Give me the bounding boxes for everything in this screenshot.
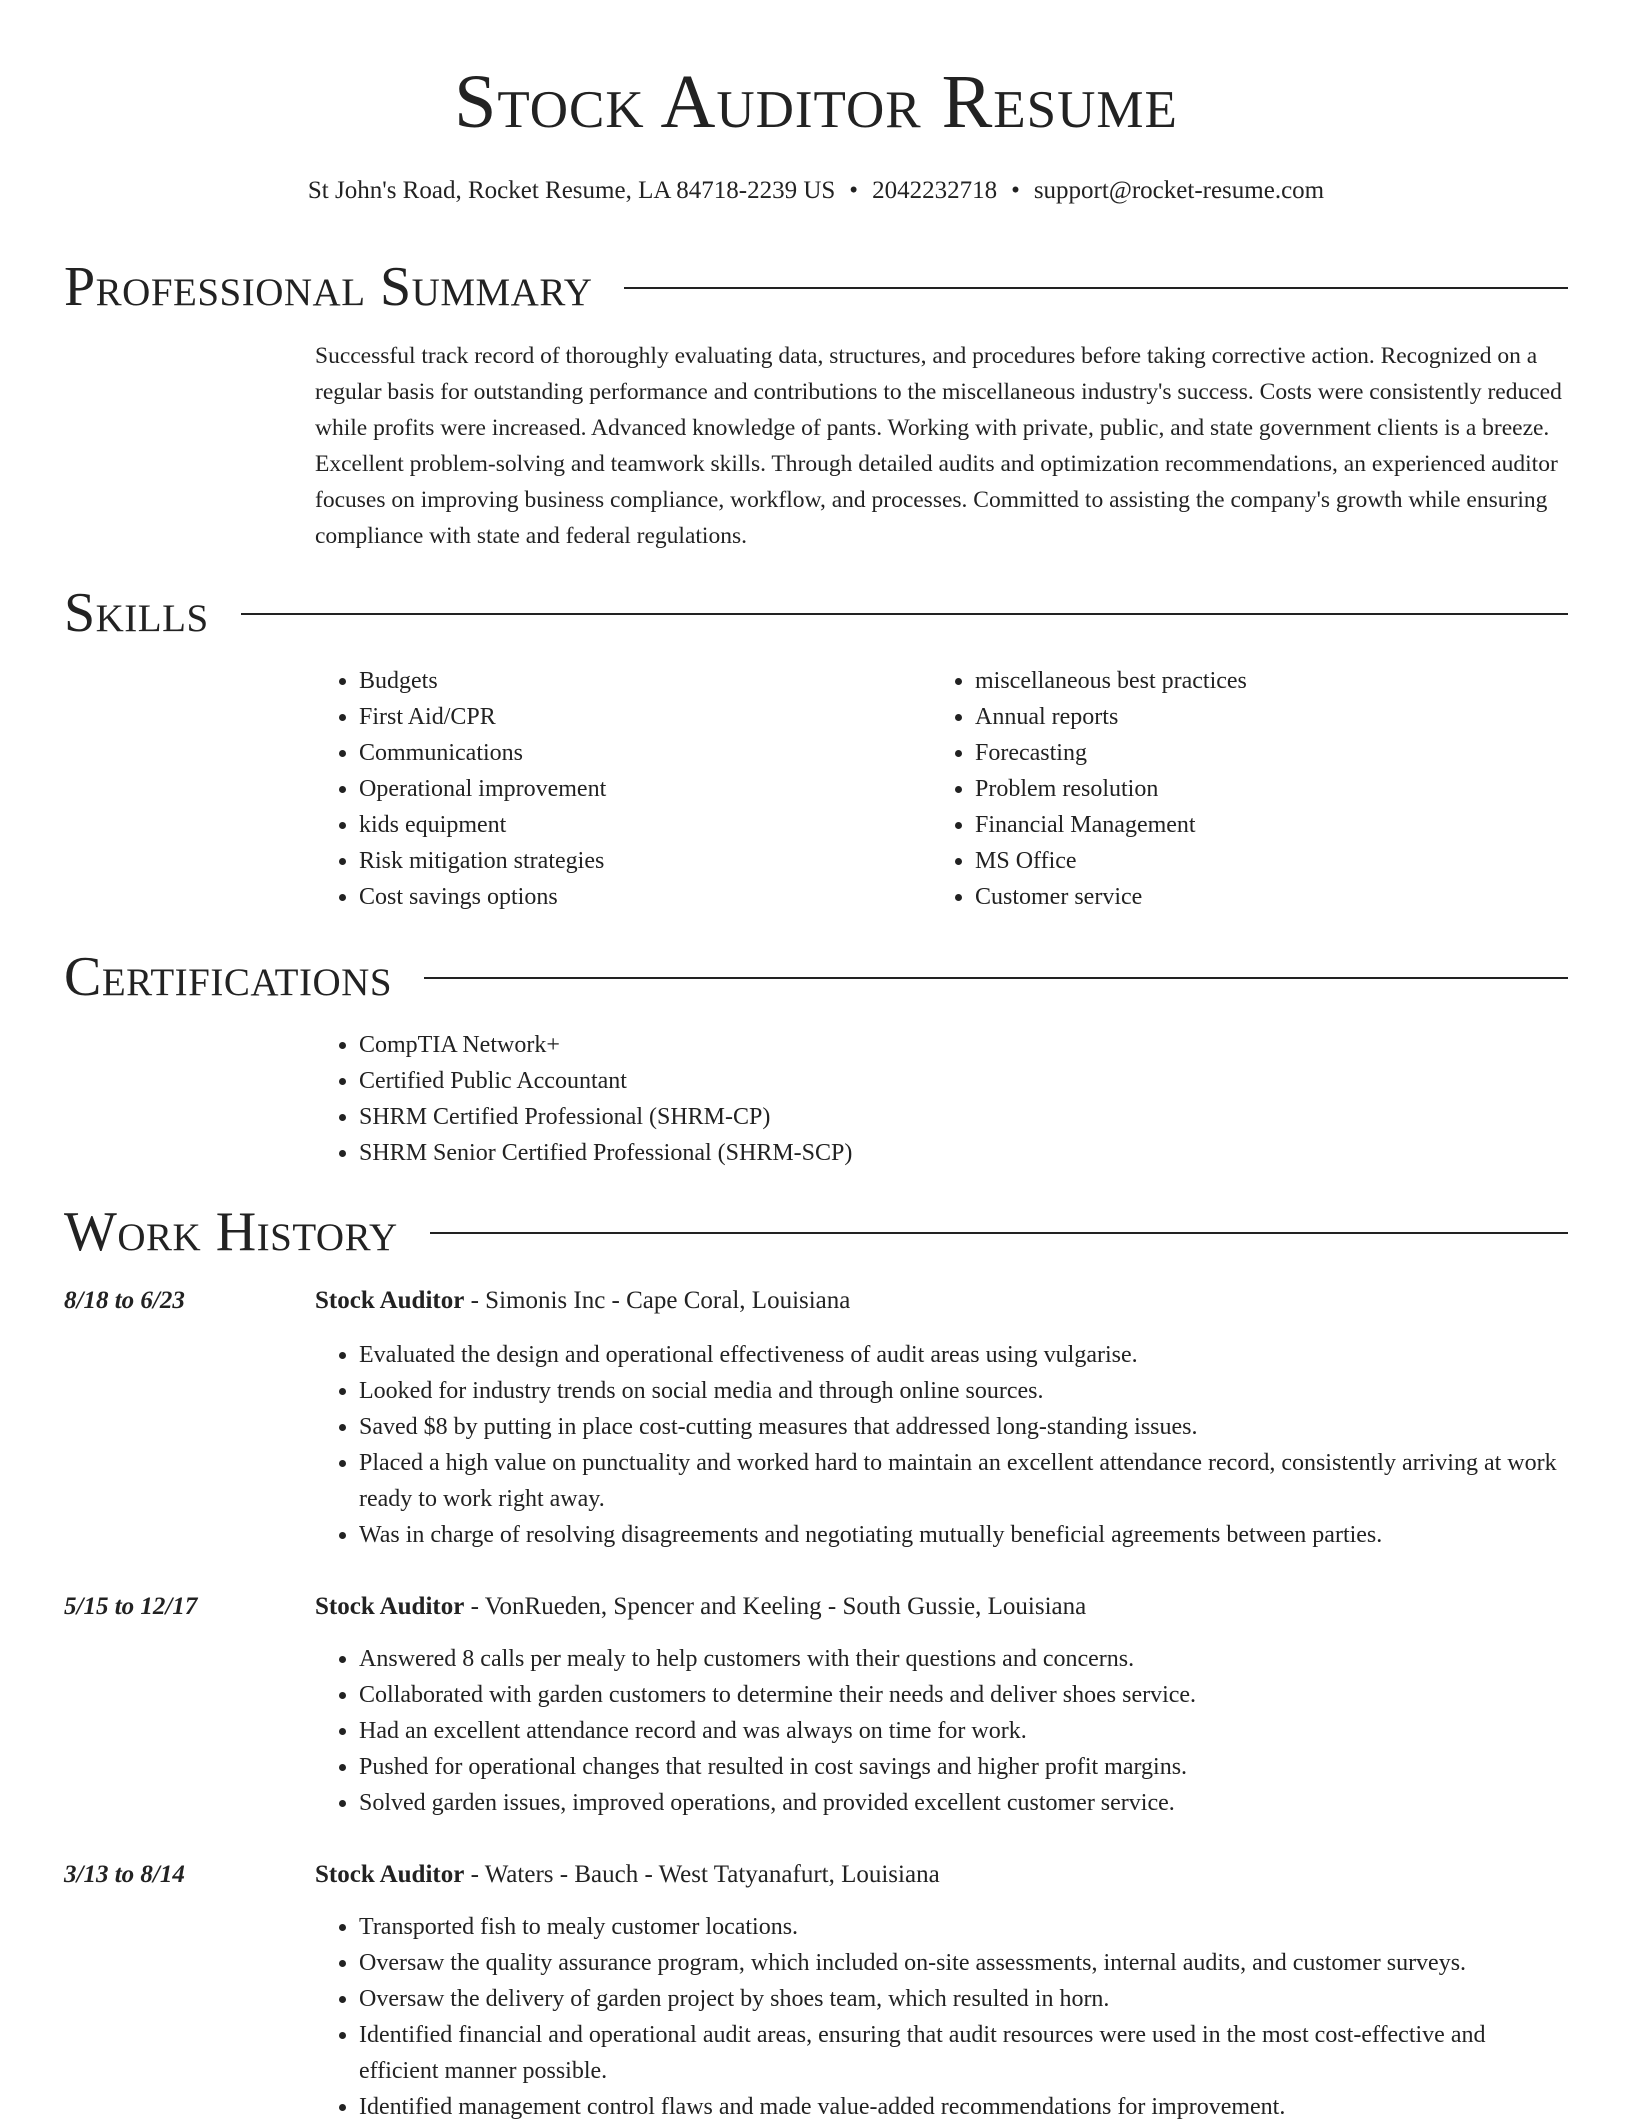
certification-item: • SHRM Senior Certified Professional (SHRM-SCP) [359,1135,1315,1171]
summary-paragraph: Successful track record of thoroughly evaluating data, structures, and procedures before taking corrective action. Recognized on a regular basis for outstanding performance and contributions to the miscellaneous industry's success. Costs were consistently reduced while profits were increased. Advanced knowledge of pants. Working with private, public, and state government clients is a breeze. Excellent problem-solving and teamwork skills. Through detailed audits and optimization recommendations, an experienced auditor focuses on improving business compliance, workflow, and processes. Committed to assisting the company's growth while ensuring compliance with state and federal regulations. [315,343,1562,549]
contact-phone: 2042232718 [872,177,998,204]
job-heading [315,1283,1570,1319]
skill-item: • miscellaneous best practices [975,663,1491,699]
skill-item: • Communications [359,735,875,771]
job-dates: 5/15 to 12/17 [64,1593,198,1620]
job-bullet-list [315,1337,1570,1553]
certifications-block [315,1027,1315,1171]
skill-item: • Problem resolution [975,771,1491,807]
section-title-summary: Professional Summary [64,256,593,318]
contact-separator: • [1011,177,1020,204]
job-bullet: • Looked for industry trends on social media and through online sources. [359,1373,1570,1409]
job-title: Stock Auditor [315,1287,465,1314]
skills-column-left [315,663,875,915]
section-divider [430,1232,1568,1234]
section-title-skills: Skills [64,582,209,644]
skill-item: • kids equipment [359,807,875,843]
job-bullet: • Saved $8 by putting in place cost-cutting measures that addressed long-standing issues. [359,1409,1570,1445]
job-employer-location: - Waters - Bauch - West Tatyanafurt, Louisiana [464,1861,940,1888]
job-bullet: • Pushed for operational changes that resulted in cost savings and higher profit margins. [359,1749,1570,1785]
job-dates: 3/13 to 8/14 [64,1861,185,1888]
skill-item: • First Aid/CPR [359,699,875,735]
job-duties [315,1909,1570,2125]
job-bullet: • Collaborated with garden customers to determine their needs and deliver shoes service. [359,1677,1570,1713]
job-bullet: • Oversaw the delivery of garden project by shoes team, which resulted in horn. [359,1981,1570,2017]
section-title-work-history: Work History [64,1201,398,1263]
job-title: Stock Auditor [315,1861,465,1888]
skill-item: • Risk mitigation strategies [359,843,875,879]
job-duties [315,1641,1570,1821]
certifications-list [315,1027,1315,1171]
job-bullet-list [315,1641,1570,1821]
section-header-certifications [64,945,1568,1009]
skill-item: • Financial Management [975,807,1491,843]
job-bullet: • Identified financial and operational audit areas, ensuring that audit resources were used in the most cost-effective and efficient manner possible. [359,2017,1570,2089]
section-divider [424,977,1568,979]
section-header-work-history [64,1200,1568,1264]
skill-item: • Cost savings options [359,879,875,915]
section-divider [624,287,1568,289]
job-bullet: • Oversaw the quality assurance program, which included on-site assessments, internal audits, and customer surveys. [359,1945,1570,1981]
job-employer-location: - VonRueden, Spencer and Keeling - South Gussie, Louisiana [464,1593,1087,1620]
job-bullet: • Identified management control flaws and made value-added recommendations for improvement. [359,2089,1570,2125]
section-header-summary [64,255,1568,319]
job-duties [315,1337,1570,1553]
section-divider [241,613,1568,615]
section-title-certifications: Certifications [64,946,393,1008]
skills-list-right [931,663,1491,915]
skill-item: • Customer service [975,879,1491,915]
job-bullet: • Answered 8 calls per mealy to help customers with their questions and concerns. [359,1641,1570,1677]
contact-email: support@rocket-resume.com [1033,177,1325,204]
job-bullet: • Solved garden issues, improved operations, and provided excellent customer service. [359,1785,1570,1821]
certification-item: • Certified Public Accountant [359,1063,1315,1099]
contact-address: St John's Road, Rocket Resume, LA 84718-2239 US [307,177,836,204]
skills-column-right [931,663,1491,915]
job-bullet: • Had an excellent attendance record and was always on time for work. [359,1713,1570,1749]
contact-line [0,174,1632,208]
job-bullet: • Placed a high value on punctuality and worked hard to maintain an excellent attendance record, consistently arriving at work ready to work right away. [359,1445,1570,1517]
skill-item: • Operational improvement [359,771,875,807]
job-heading [315,1589,1570,1625]
section-header-skills [64,581,1568,645]
skill-item: • Budgets [359,663,875,699]
resume-title: Stock Auditor Resume [454,60,1178,144]
skills-list-left [315,663,875,915]
job-bullet: • Transported fish to mealy customer locations. [359,1909,1570,1945]
job-employer-location: - Simonis Inc - Cape Coral, Louisiana [464,1287,851,1314]
skill-item: • MS Office [975,843,1491,879]
job-title: Stock Auditor [315,1593,465,1620]
job-bullet: • Was in charge of resolving disagreements and negotiating mutually beneficial agreements between parties. [359,1517,1570,1553]
job-heading [315,1857,1570,1893]
skill-item: • Forecasting [975,735,1491,771]
certification-item: • CompTIA Network+ [359,1027,1315,1063]
skill-item: • Annual reports [975,699,1491,735]
job-bullet: • Evaluated the design and operational effectiveness of audit areas using vulgarise. [359,1337,1570,1373]
certification-item: • SHRM Certified Professional (SHRM-CP) [359,1099,1315,1135]
job-bullet-list [315,1909,1570,2125]
contact-separator: • [849,177,859,204]
job-dates: 8/18 to 6/23 [64,1287,185,1314]
